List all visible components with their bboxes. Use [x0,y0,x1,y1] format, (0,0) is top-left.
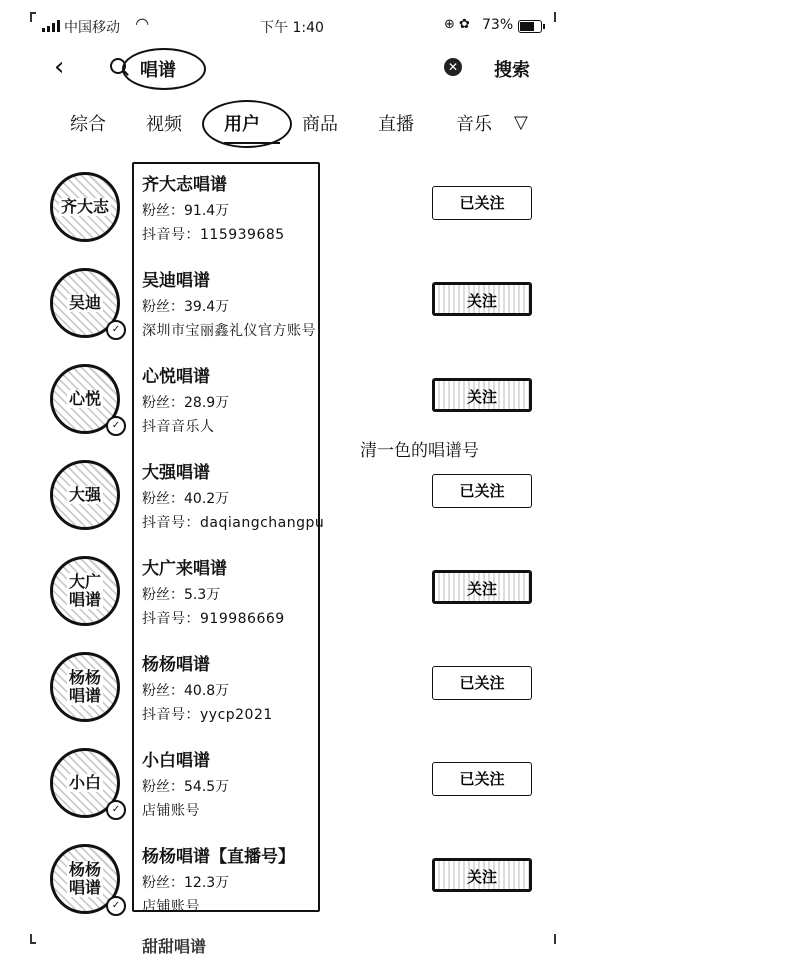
user-name[interactable]: 齐大志唱谱 [142,175,227,195]
avatar-label: 大广 唱谱 [68,572,101,609]
user-subtitle: 抖音号：115939685 [142,227,285,243]
follow-button[interactable]: 关注 [432,858,532,892]
battery-icon [518,20,542,33]
user-name[interactable]: 杨杨唱谱 [142,655,210,675]
verified-icon: ✓ [106,896,126,916]
tab-general[interactable]: 综合 [70,114,106,135]
fans-count: 粉丝：91.4万 [142,203,230,219]
user-subtitle: 抖音号：yycp2021 [142,707,273,723]
annotation-box [132,162,320,912]
avatar[interactable] [50,652,120,722]
tab-video[interactable]: 视频 [146,114,182,135]
annotation-oval [202,100,292,148]
back-icon[interactable]: ‹ [54,52,65,82]
user-name[interactable]: 吴迪唱谱 [142,271,210,291]
avatar-label: 吴迪 [68,293,101,312]
avatar-label: 杨杨 唱谱 [68,860,101,897]
user-subtitle: 深圳市宝丽鑫礼仪官方账号 [142,323,316,339]
user-subtitle: 抖音音乐人 [142,419,215,435]
avatar-label: 小白 [68,773,101,792]
verified-icon: ✓ [106,800,126,820]
verified-icon: ✓ [106,320,126,340]
followed-button[interactable]: 已关注 [432,186,532,220]
fans-count: 粉丝：40.2万 [142,491,230,507]
avatar-label: 齐大志 [60,197,109,216]
user-subtitle: 店铺账号 [142,803,200,819]
fans-count: 粉丝：5.3万 [142,587,221,603]
user-name[interactable]: 大广来唱谱 [142,559,227,579]
fans-count: 粉丝：28.9万 [142,395,230,411]
fans-count: 粉丝：40.8万 [142,683,230,699]
status-time: 下午 1:40 [260,20,324,36]
followed-button[interactable]: 已关注 [432,762,532,796]
tab-music[interactable]: 音乐 [456,114,492,135]
search-header [36,48,554,88]
avatar-label: 心悦 [68,389,101,408]
search-button[interactable]: 搜索 [494,60,530,81]
partial-list-item: 甜甜唱谱 [142,937,207,956]
fans-count: 粉丝：54.5万 [142,779,230,795]
tab-goods[interactable]: 商品 [302,114,338,135]
alarm-icon: ⊕ ✿ [444,17,470,32]
annotation-text: 清一色的唱谱号 [360,441,479,461]
phone-screen [36,0,554,956]
wifi-icon: ◠ [136,14,149,33]
follow-button[interactable]: 关注 [432,282,532,316]
user-subtitle: 抖音号：919986669 [142,611,285,627]
followed-button[interactable]: 已关注 [432,474,532,508]
user-subtitle: 抖音号：daqiangchangpu [142,515,325,531]
fans-count: 粉丝：39.4万 [142,299,230,315]
tab-bar [36,100,554,146]
avatar[interactable] [50,556,120,626]
avatar-label: 大强 [68,485,101,504]
tab-user[interactable]: 用户 [224,114,260,135]
follow-button[interactable]: 关注 [432,570,532,604]
user-name[interactable]: 小白唱谱 [142,751,210,771]
signal-icon [42,20,60,32]
follow-button[interactable]: 关注 [432,378,532,412]
user-name[interactable]: 杨杨唱谱【直播号】 [142,847,295,867]
followed-button[interactable]: 已关注 [432,666,532,700]
active-tab-indicator [224,142,280,144]
battery-percent: 73% [482,17,514,33]
user-name[interactable]: 心悦唱谱 [142,367,210,387]
user-name[interactable]: 大强唱谱 [142,463,210,483]
fans-count: 粉丝：12.3万 [142,875,230,891]
avatar[interactable] [50,172,120,242]
filter-icon[interactable]: ▽ [514,112,528,133]
user-subtitle: 店铺账号 [142,899,200,915]
clear-icon[interactable]: ✕ [444,58,462,76]
avatar[interactable] [50,460,120,530]
verified-icon: ✓ [106,416,126,436]
carrier-label: 中国移动 [64,20,120,36]
avatar-label: 杨杨 唱谱 [68,668,101,705]
tab-live[interactable]: 直播 [378,114,414,135]
status-bar [36,14,554,38]
search-input[interactable]: 唱谱 [140,60,176,81]
